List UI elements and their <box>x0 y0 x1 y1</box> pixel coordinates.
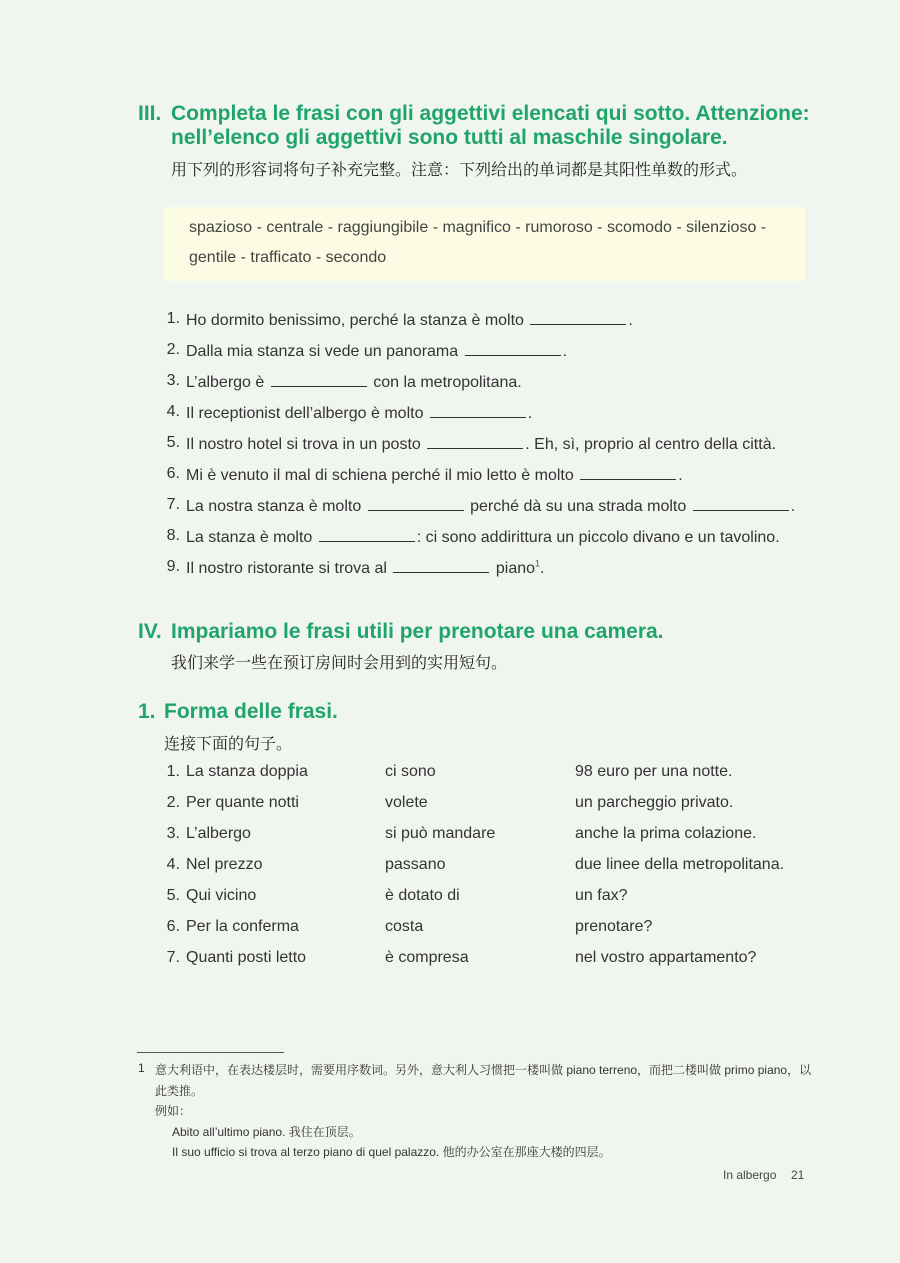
section-3-title-line2: nell’elenco gli aggettivi sono tutti al maschile singolare. <box>171 126 728 149</box>
section-4-1-number: 1. <box>138 700 156 723</box>
word-box-line1: spazioso - centrale - raggiungibile - magnifico - rumoroso - scomodo - silenzioso - <box>189 219 767 236</box>
answer-blank[interactable] <box>271 372 367 387</box>
answer-blank[interactable] <box>430 403 526 418</box>
footer-page-number: 21 <box>791 1168 805 1182</box>
word-box <box>164 207 805 281</box>
footer-chapter: In albergo <box>723 1168 777 1182</box>
footnote-line2: 此类推。 <box>155 1084 204 1098</box>
answer-blank[interactable] <box>319 527 415 542</box>
section-3-subtitle-cn: 用下列的形容词将句子补充完整。注意：下列给出的单词都是其阳性单数的形式。 <box>171 160 748 179</box>
word-box-line2: gentile - trafficato - secondo <box>189 249 387 266</box>
footnote-marker: 1 <box>535 558 541 569</box>
footnote-example2: Il suo ufficio si trova al terzo piano di quel palazzo. 他的办公室在那座大楼的四层。 <box>172 1145 611 1159</box>
footnote-divider <box>137 1052 284 1053</box>
section-3-number: III. <box>138 102 162 125</box>
footnote-number: 1 <box>138 1061 145 1075</box>
answer-blank[interactable] <box>368 496 464 511</box>
footnote-line1: 意大利语中，在表达楼层时，需要用序数词。另外，意大利人习惯把一楼叫做 piano terreno，而把二楼叫做 primo piano，以 <box>155 1063 812 1077</box>
footnote-example1: Abito all’ultimo piano. 我住在顶层。 <box>172 1125 361 1139</box>
answer-blank[interactable] <box>465 341 561 356</box>
section-4-subtitle-cn: 我们来学一些在预订房间时会用到的实用短句。 <box>171 653 508 672</box>
answer-blank[interactable] <box>393 558 489 573</box>
answer-blank[interactable] <box>427 434 523 449</box>
section-4-title: Impariamo le frasi utili per prenotare una camera. <box>171 620 664 643</box>
section-4-1-subtitle-cn: 连接下面的句子。 <box>164 734 293 753</box>
section-4-number: IV. <box>138 620 162 643</box>
answer-blank[interactable] <box>693 496 789 511</box>
answer-blank[interactable] <box>580 465 676 480</box>
section-4-1-title: Forma delle frasi. <box>164 700 338 723</box>
footnote-example-label: 例如： <box>155 1104 192 1118</box>
section-3-title-line1: Completa le frasi con gli aggettivi elencati qui sotto. Attenzione: <box>171 102 810 125</box>
answer-blank[interactable] <box>530 310 626 325</box>
